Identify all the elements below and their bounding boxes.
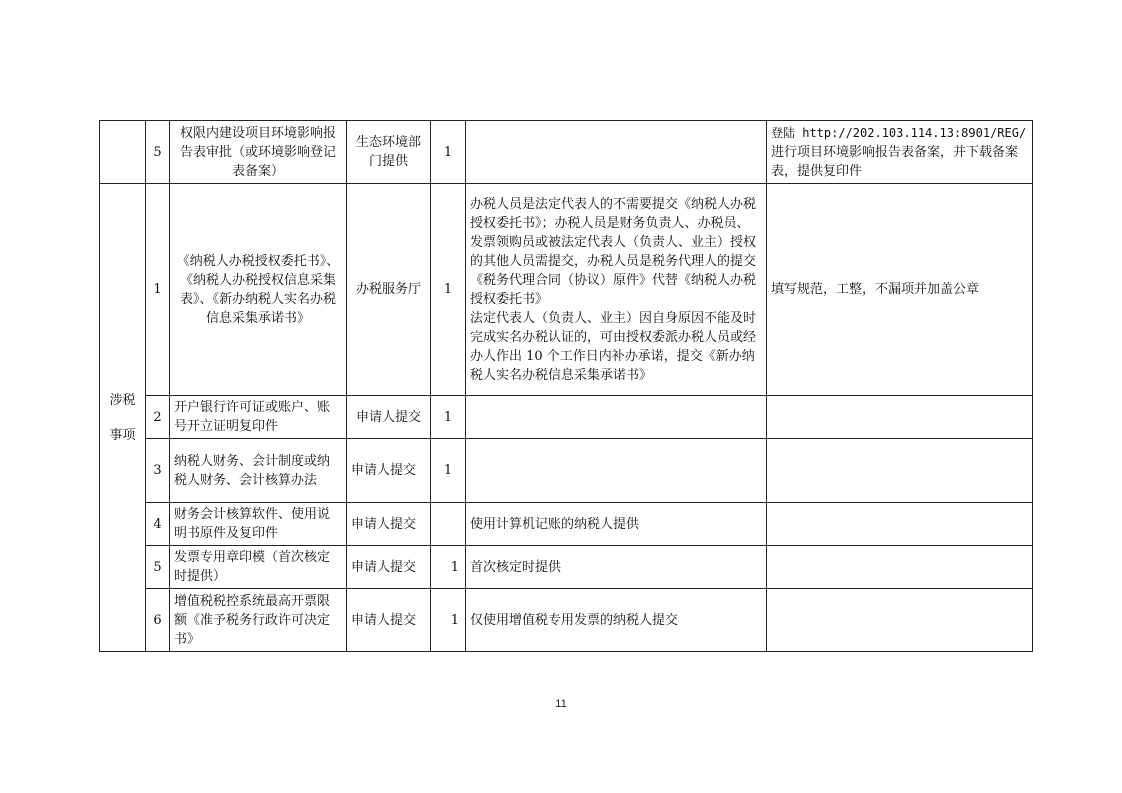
note-cell — [767, 396, 1033, 439]
category-cell — [100, 184, 146, 652]
copies-count: 1 — [431, 396, 466, 439]
note-text: 进行项目环境影响报告表备案，并下载备案表，提供复印件 — [771, 144, 1019, 179]
material-name: 《纳税人办税授权委托书》、《纳税人办税授权信息采集表》、《新办纳税人实名办税信息采集承诺书》 — [170, 184, 347, 396]
table-row — [100, 121, 1033, 184]
copies-count: 1 — [431, 121, 466, 184]
page-number: 11 — [555, 698, 567, 710]
source-org: 申请人提交 — [347, 503, 431, 546]
requirement-paragraph-1: 办税人员是法定代表人的不需要提交《纳税人办税授权委托书》；办税人员是财务负责人、办税员、发票领购员或被法定代表人（负责人、业主）授权的其他人员需提交，办税人员是税务代理人的提交《税务代理合同（协议）原件》代替《纳税人办税授权委托书》 — [470, 196, 757, 307]
material-name: 增值税税控系统最高开票限额《准予税务行政许可决定书》 — [170, 589, 347, 652]
copies-count: 1 — [431, 439, 466, 503]
requirement-cell — [466, 121, 767, 184]
copies-count: 1 — [431, 546, 466, 589]
note-cell — [767, 589, 1033, 652]
category-cell-empty — [100, 121, 146, 184]
requirement-cell: 首次核定时提供 — [466, 546, 767, 589]
requirement-cell: 使用计算机记账的纳税人提供 — [466, 503, 767, 546]
registration-link[interactable]: 登陆 http://202.103.114.13:8901/REG/ — [771, 125, 1027, 140]
category-label-line2: 事项 — [109, 427, 136, 443]
category-label-line1: 涉税 — [109, 392, 136, 408]
source-org: 生态环境部门提供 — [347, 121, 431, 184]
note-cell — [767, 503, 1033, 546]
material-name: 权限内建设项目环境影响报告表审批（或环境影响登记表备案） — [170, 121, 347, 184]
note-cell — [767, 121, 1033, 184]
requirement-cell — [466, 396, 767, 439]
row-number: 3 — [146, 439, 170, 503]
requirement-cell: 仅使用增值税专用发票的纳税人提交 — [466, 589, 767, 652]
material-name: 发票专用章印模（首次核定时提供） — [170, 546, 347, 589]
row-number: 5 — [146, 546, 170, 589]
table-row — [100, 184, 1033, 396]
table-row — [100, 503, 1033, 546]
table-row — [100, 439, 1033, 503]
requirement-cell — [466, 184, 767, 396]
source-org: 办税服务厅 — [347, 184, 431, 396]
note-cell — [767, 439, 1033, 503]
source-org: 申请人提交 — [347, 546, 431, 589]
row-number: 1 — [146, 184, 170, 396]
material-name: 开户银行许可证或账户、账号开立证明复印件 — [170, 396, 347, 439]
table-row — [100, 546, 1033, 589]
copies-count: 1 — [431, 589, 466, 652]
row-number: 6 — [146, 589, 170, 652]
table-row — [100, 589, 1033, 652]
requirements-table — [99, 120, 1033, 652]
row-number: 2 — [146, 396, 170, 439]
note-cell: 填写规范，工整，不漏项并加盖公章 — [767, 184, 1033, 396]
requirement-paragraph-2: 法定代表人（负责人、业主）因自身原因不能及时完成实名办税认证的，可由授权委派办税人员或经办人作出 10 个工作日内补办承诺，提交《新办纳税人实名办税信息采集承诺书》 — [470, 310, 757, 383]
material-name: 纳税人财务、会计制度或纳税人财务、会计核算办法 — [170, 439, 347, 503]
row-number: 5 — [146, 121, 170, 184]
copies-count: 1 — [431, 184, 466, 396]
source-org: 申请人提交 — [347, 396, 431, 439]
row-number: 4 — [146, 503, 170, 546]
copies-count — [431, 503, 466, 546]
requirement-cell — [466, 439, 767, 503]
note-cell — [767, 546, 1033, 589]
table-row — [100, 396, 1033, 439]
source-org: 申请人提交 — [347, 589, 431, 652]
material-name: 财务会计核算软件、使用说明书原件及复印件 — [170, 503, 347, 546]
source-org: 申请人提交 — [347, 439, 431, 503]
